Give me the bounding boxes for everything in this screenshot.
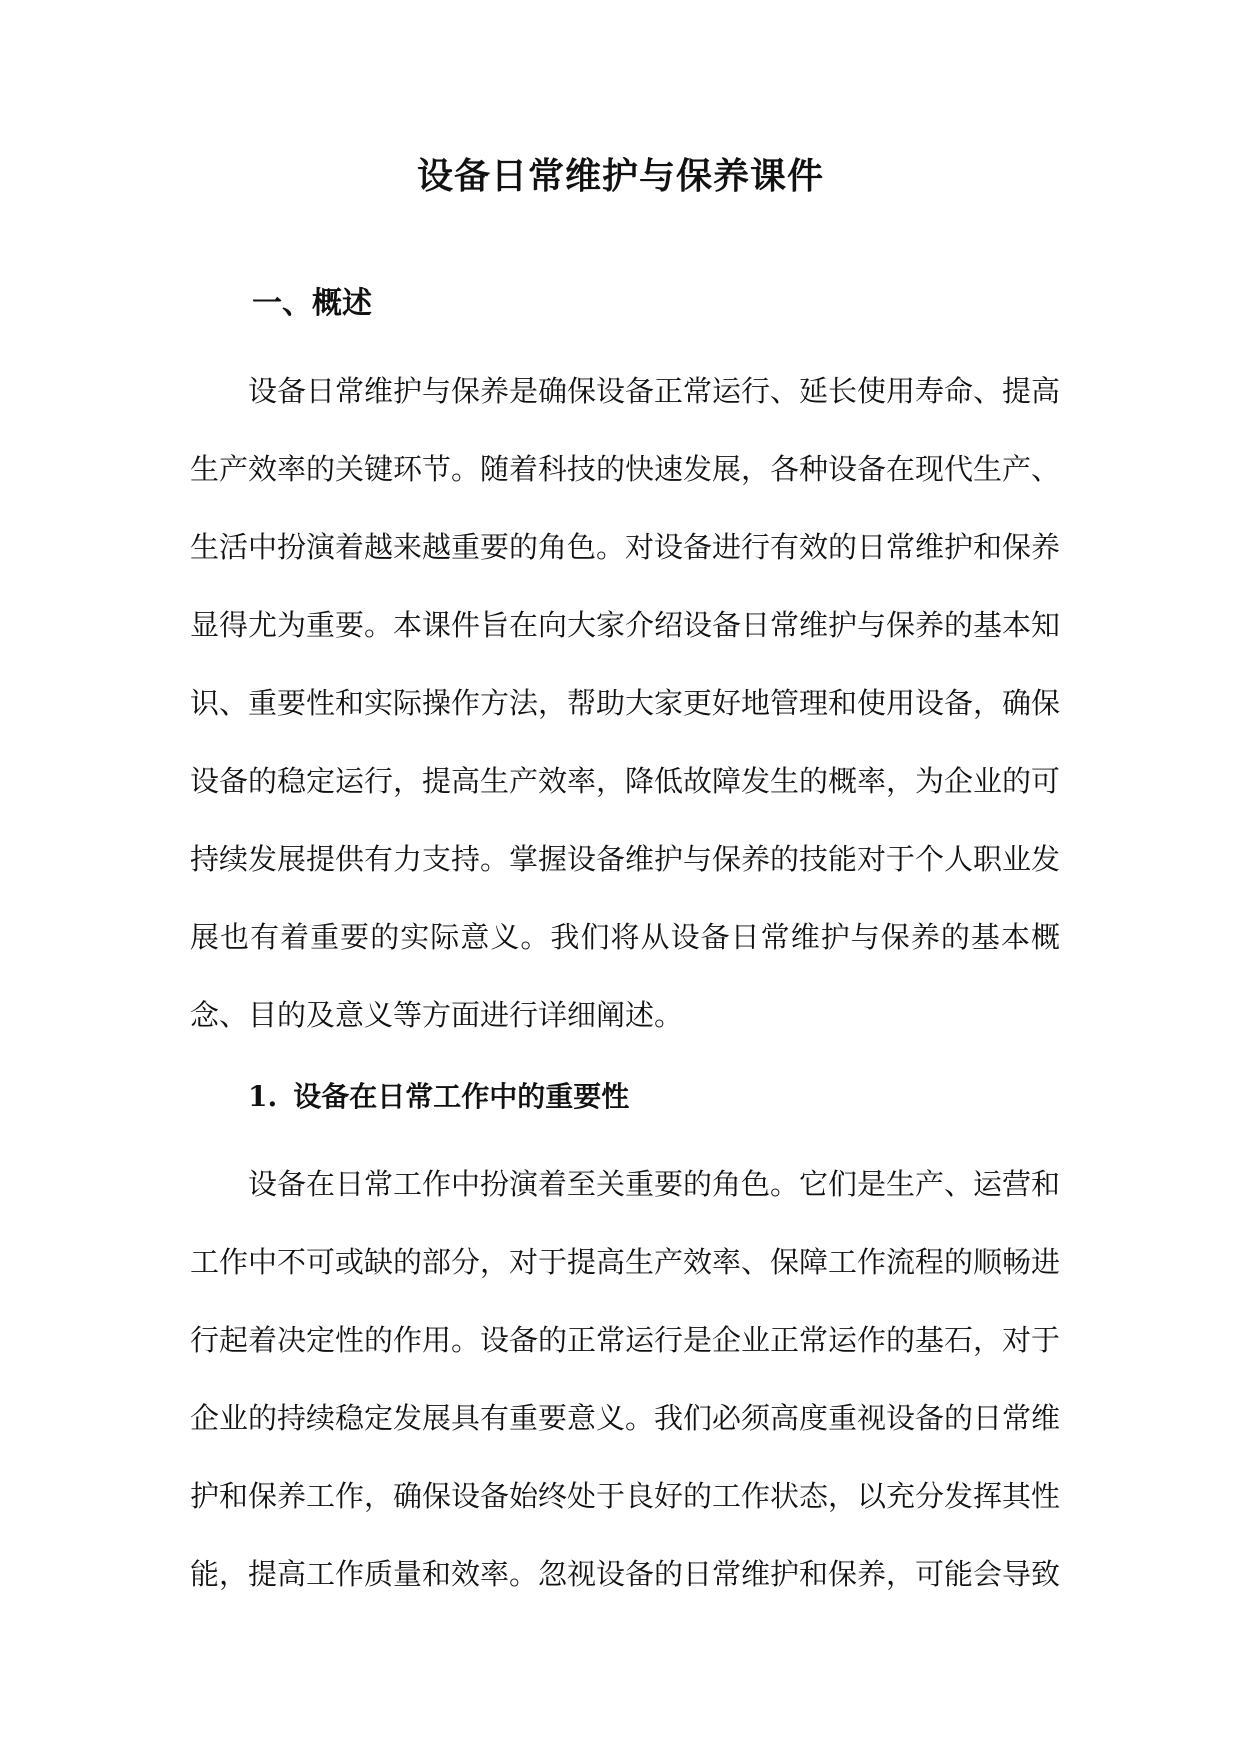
- document-title: 设备日常维护与保养课件: [416, 155, 824, 197]
- subsection-number: 1.: [248, 1080, 278, 1113]
- paragraph-importance: 设备在日常工作中扮演着至关重要的角色。它们是生产、运营和工作中不可或缺的部分，对于提高生产效率、保障工作流程的顺畅进行起着决定性的作用。设备的正常运行是企业正常运作的基石，对于企业的持续稳定发展具有重要意义。我们必须高度重视设备的日常维护和保养工作，确保设备始终处于良好的工作状态，以充分发挥其性能，提高工作质量和效率。忽视设备的日常维护和保养，可能会导致: [190, 1167, 1061, 1591]
- section-heading-overview: 一、概述: [252, 286, 372, 321]
- subsection-heading-text: 设备在日常工作中的重要性: [293, 1080, 630, 1113]
- subsection-heading-importance: [248, 1076, 629, 1118]
- paragraph-overview: 设备日常维护与保养是确保设备正常运行、延长使用寿命、提高生产效率的关键环节。随着科技的快速发展，各种设备在现代生产、生活中扮演着越来越重要的角色。对设备进行有效的日常维护和保养显得尤为重要。本课件旨在向大家介绍设备日常维护与保养的基本知识、重要性和实际操作方法，帮助大家更好地管理和使用设备，确保设备的稳定运行，提高生产效率，降低故障发生的概率，为企业的可持续发展提供有力支持。掌握设备维护与保养的技能对于个人职业发展也有着重要的实际意义。我们将从设备日常维护与保养的基本概念、目的及意义等方面进行详细阐述。: [190, 374, 1061, 1032]
